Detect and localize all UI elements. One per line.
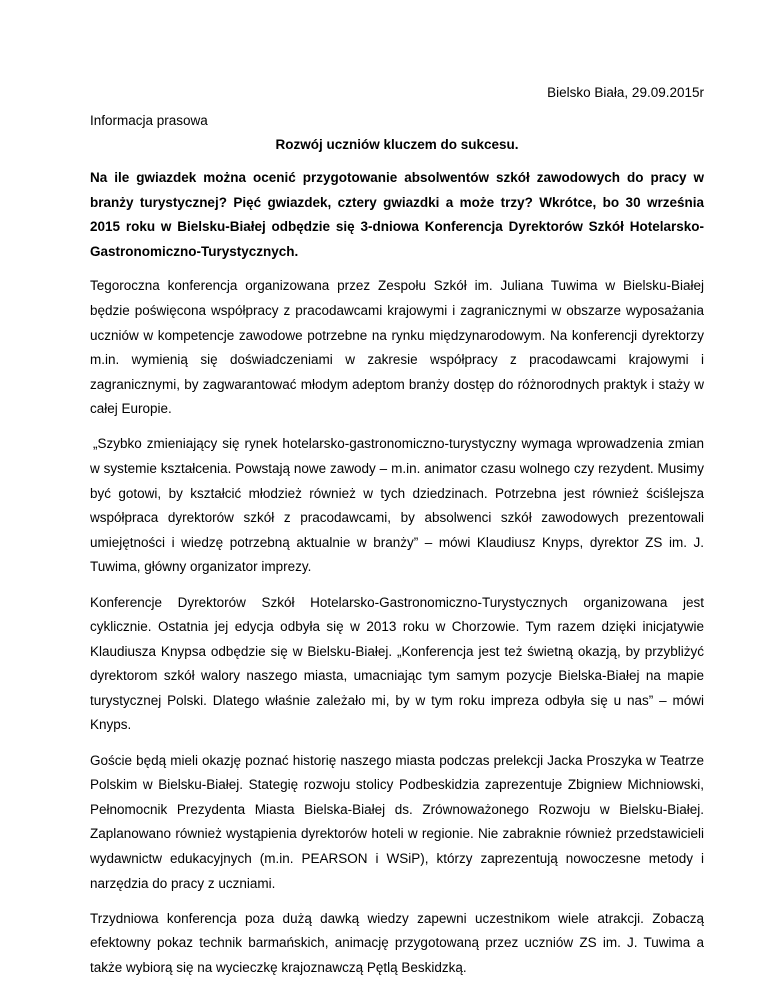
body-paragraph-1: Tegoroczna konferencja organizowana przez Zespołu Szkół im. Juliana Tuwima w Bielsku-Białej będzie poświęcona współpracy z pracodawcami krajowymi i zagranicznymi w obszarze wyposażania uczniów w kompetencje zawodowe potrzebne na rynku międzynarodowym. Na konferencji dyrektorzy m.in. wymienią się doświadczeniami w zakresie współpracy z pracodawcami krajowymi i zagranicznymi, by zagwarantować młodym adeptom branży dostęp do różnorodnych praktyk i staży w całej Europie. xyxy=(90,278,704,417)
body-paragraph-3: Konferencje Dyrektorów Szkół Hotelarsko-Gastronomiczno-Turystycznych organizowana jest cyklicznie. Ostatnia jej edycja odbyła się w 2013 roku w Chorzowie. Tym razem dzięki inicjatywie Klaudiusza Knypsa odbędzie się w Bielsku-Białej. „Konferencja jest też świetną okazją, by przybliżyć dyrektorom szkół walory naszego miasta, umacniając tym samym pozycje Bielska-Białej na mapie turystycznej Polski. Dlatego właśnie zależało mi, by w tym roku impreza odbyła się u nas” – mówi Knyps. xyxy=(90,594,704,733)
body-paragraph-2: „Szybko zmieniający się rynek hotelarsko-gastronomiczno-turystyczny wymaga wprowadzenia zmian w systemie kształcenia. Powstają nowe zawody – m.in. animator czasu wolnego czy rezydent. Musimy być gotowi, by kształcić młodzież również w tych dziedzinach. Potrzebna jest również ściślejsza współpraca dyrektorów szkół z pracodawcami, by absolwenci szkół zawodowych prezentowali umiejętności i wiedzę potrzebną aktualnie w branży” – mówi Klaudiusz Knyps, dyrektor ZS im. J. Tuwima, główny organizator imprezy. xyxy=(90,436,704,575)
lead-paragraph: Na ile gwiazdek można ocenić przygotowanie absolwentów szkół zawodowych do pracy w branży turystycznej? Pięć gwiazdek, cztery gwiazdki a może trzy? Wkrótce, bo 30 września 2015 roku w Bielsku-Białej odbędzie się 3-dniowa Konferencja Dyrektorów Szkół Hotelarsko-Gastronomiczno-Turystycznych. xyxy=(90,170,704,259)
body-paragraph-5: Trzydniowa konferencja poza dużą dawką wiedzy zapewni uczestnikom wiele atrakcji. Zobaczą efektowny pokaz technik barmańskich, animację przygotowaną przez uczniów ZS im. J. Tuwima a także wybiorą się na wycieczkę krajoznawczą Pętlą Beskidzką. xyxy=(90,910,704,975)
body-paragraph-4: Goście będą mieli okazję poznać historię naszego miasta podczas prelekcji Jacka Proszyka w Teatrze Polskim w Bielsku-Białej. Stategię rozwoju stolicy Podbeskidzia zaprezentuje Zbigniew Michniowski, Pełnomocnik Prezydenta Miasta Bielska-Białej ds. Zrównoważonego Rozwoju w Bielsku-Białej. Zaplanowano również wystąpienia dyrektorów hoteli w regionie. Nie zabraknie również przedstawicieli wydawnictw edukacyjnych (m.in. PEARSON i WSiP), którzy zaprezentują nowoczesne metody i narzędzia do pracy z uczniami. xyxy=(90,752,704,891)
document-label: Informacja prasowa xyxy=(90,113,208,128)
press-release-page xyxy=(90,82,704,991)
document-title: Rozwój uczniów kluczem do sukcesu. xyxy=(275,137,519,152)
date-line: Bielsko Biała, 29.09.2015r xyxy=(547,85,704,100)
